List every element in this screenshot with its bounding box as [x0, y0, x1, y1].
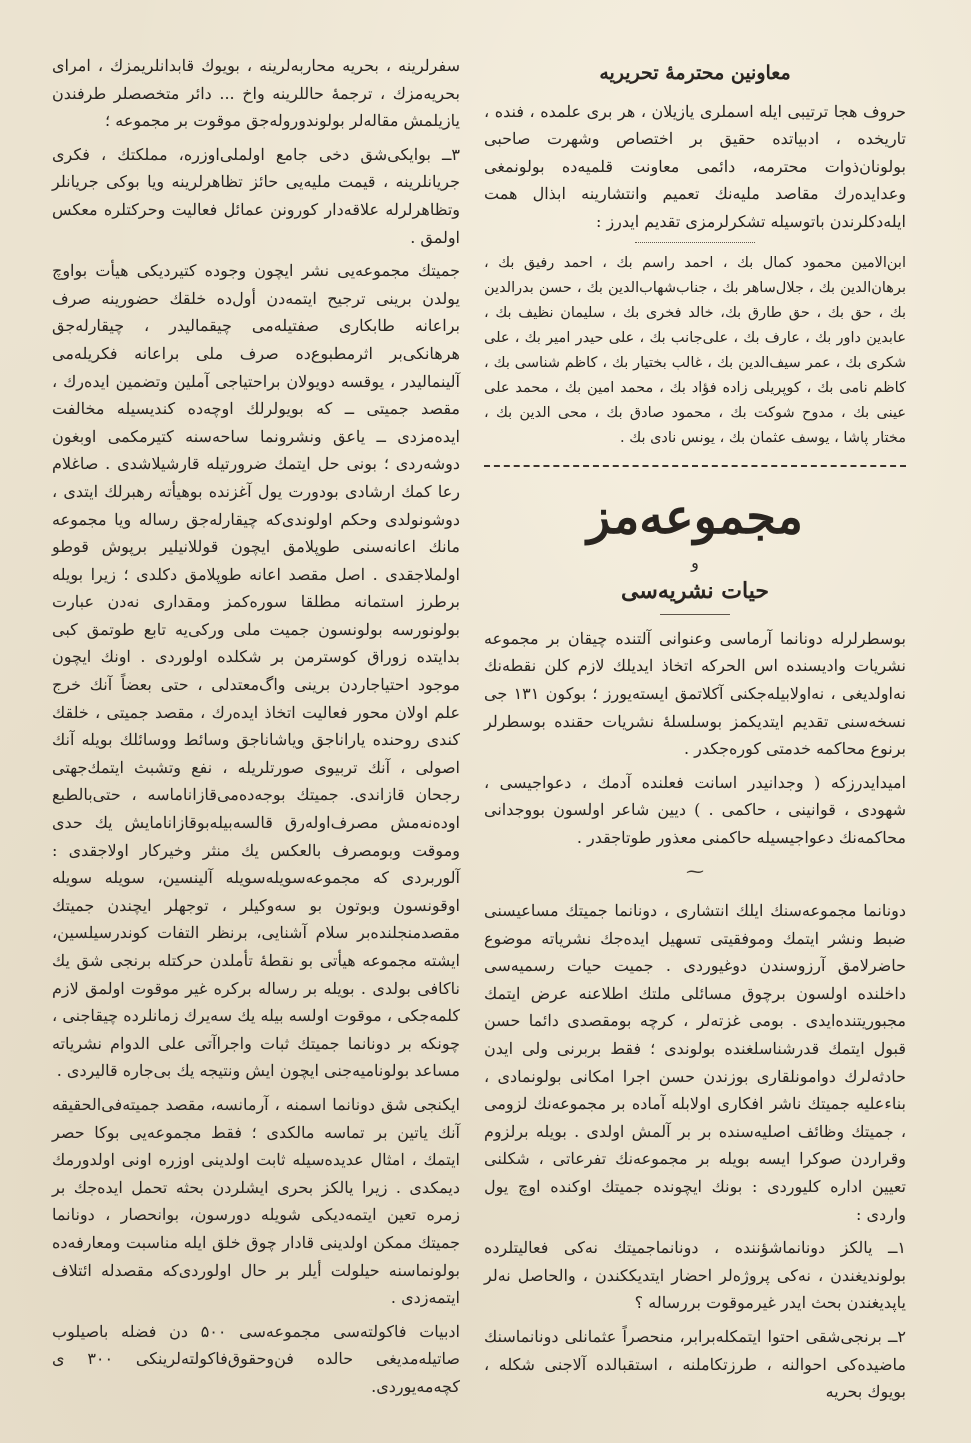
article-paragraph: ۱ــ یالکز دونانماشؤننده ، دونانماجمیتك نه‌کی فعالیتلرده بولوندیغندن ، نه‌کی پروژه‌لر احضار ایتدیککندن ، والحاصل نه‌لر یاپدیغندن بحث ایدر غیرموقوت بررساله ؟: [484, 1238, 906, 1313]
right-column: [484, 60, 906, 1412]
article-title: مجموعه‌مز: [587, 488, 803, 545]
title-connector: و: [691, 552, 699, 572]
article-paragraph: امیدایدرزکه ( وجدانیدر اسانت فعلنده آدمك ، دعواجیسی ، شهودی ، قوانینی ، حاکمی . ) دیین شاعر اولسون بووجدانی محاکمه‌نك دعواجیسیله حاکمنی معذور طوتاجقدر .: [484, 772, 906, 847]
left-paragraph: جمیتك مجموعه‌یی نشر ایچون وجوده کتیردیکی هیأت بواوچ یولدن برینی ترجیح ایتمه‌دن أول‌ده خلقك حضورینه صرف براعانه طابکاری صفتیله‌می چیقمالیدر ، چیقارله‌جق هرهانکی‌بر اثرمطبوع‌ده صرف ملی براعانه فکریله‌می آلینمالیدر ، یوقسه دویولان براحتیاجی آملین وتضمین ایده‌رك ، مقصد جمیتی ــ که بویولرلك اوچه‌ده کندیسیله مخالفت ایده‌مزدی ــ یاعق ونشرونما ساحه‌سنه کتیرمکمی اوبغون دوشه‌ردی ؛ بونی حل ایتمك ضرورتیله قارشیلاشدی . صاغلام رعا کمك ارشادی بودورت یول آغزنده بوهیأته رهبرلك ایتدی ، دوشونولدی وحکم اولوندی‌که چیقارله‌جق رساله ویا مجموعه مانك اعانه‌سنی طوپلامق ایچون قوللانیلیر برپوش قوطو اولملاجقدی . اصل مقصد اعانه طوپلامق دکلدی ؛ زیرا بویله برطرز استمانه مطلقا سوره‌کمز ومقداری نه‌دن عبارت بولونورسه بولونسون جمیت ملی ورکی‌یه تابع طوتمق کبی بدایتده زوراق کوسترمن بر شکلده اولوردی . اونك ایچون موجود احتیاجاردن برینی واگ‌معتدلی ، حتی بعضاً آنك خرج علم اولان محور فعالیت اتخاذ ایده‌رك ، مقصد جمیتی ، خلقك کندی روحنده یارانا‌جق ویاشاناجق وسائط ووسائلك بویله آنك اصولی ، آنك تربیوی صورتلریله ، نفع وتشبث ایتمك‌جهتی رجحان قازاندی. جمیتك بوجه‌ده‌می‌قازاناماسه ، حتی‌بالطبع اوده‌نه‌مش مصرف‌اوله‌رق قالسه‌بیله‌بوقازانامایش یك حدی وموقت وبومصرف بالعکس یك منثر وخیرکار اولاجقدی : آلوربردی که مجموعه‌سو‌یله‌سویله آلینسین، سویله سویله اوقونسون وبوتون بو سه‌وکیلر ، توجهلر ایچندن جمیتك مقصدمنجلنده‌بر سلام آشنایی، برنظر التفات کوندرسیلسین، ایشته مجموعه هیأتی بو نقطهٔ تأملدن حرکتله برنجی شق یك ناکافی بولدی . بویله بر رساله برکره غیر موقوت اولمق لازم کلمه‌جکی ، موقوت اولسه بیله یك سه‌یرك زمانلرده چیقاجنی ، چونکه بر دونانما جمیتك ثبات واجراآتی علی الدوام نشریاته مساعد بولونامیه‌جنی ایچون ایش ونتیجه یك بی‌جاره قالیردی .: [52, 261, 460, 1081]
left-column: [52, 52, 460, 1407]
subtitle-rule: [660, 614, 730, 615]
dotted-rule: [635, 242, 755, 243]
contributors-heading: معاونین محترمهٔ تحریریه: [599, 62, 791, 84]
left-paragraph: سفرلرینه ، بحریه محاربه‌لرینه ، بویوك قابدانلریمزك ، امرای بحریه‌مزك ، ترجمهٔ حاللرینه واخ ... دائر متخصصلر طرفندن یازیلمش مقاله‌لر بولوندوروله‌جق موقوت بر مجموعه ؛: [52, 56, 460, 131]
article-paragraph: دونانما مجموعه‌سنك ایلك انتشاری ، دونانما جمیتك مساعیسنی ضبط ونشر ایتمك وموفقیتی تسهیل ایده‌جك نشریاته موضوع حاضرلامق آرزوسندن دوغیوردی . جمیت حیات رسمیه‌سی داخلنده اولسون برچوق مسائلی ملتك اطلاعنه عرض ایتمك مجبوریتنده‌ایدی . بومی غزته‌لر ، کرچه بومقصدی دائما حسن قبول ایتمك قدرشناسلغنده بولوندی ؛ فقط بربرنی ولی ایدن حادثه‌لرك دوامونلقاری بوزندن حسن اجرا امکانی بولونمادی ، بناءعلیه جمیتك ناشر افکاری اولابله آماده بر مجموعه‌نك لزومی ، جمیتك وظائف اصلیه‌سنده بر بر آلمش اولدی . بویله برلزوم وقراردن صوکرا ایسه بویله بر مجموعه‌نك تفرعاتی ، شکلنی تعیین اداره کلیوردی : بونك ایچونده جمیتك اوکنده اوچ یول واردی :: [484, 901, 907, 1224]
ornament-divider: ⁓: [686, 860, 704, 882]
contributors-intro: حروف هجا ترتیبی ایله اسملری یازیلان ، هر بری علمده ، فنده ، تاریخده ، ادبیاتده حقیق بر اختصاص وشهرت صاحبی بولونان‌ذوات محترمه، دائمی معاونت قلمیه‌ده بولونمغی وعدایده‌رك مقاصد ملیه‌نك تعمیم وانتشارینه ابذال همت ایله‌دکلرندن باتوسیله تشکرلرمزی تقدیم ایدرز :: [484, 101, 906, 231]
section-separator: [484, 465, 906, 467]
left-paragraph: ایکنجی شق دونانما اسمنه ، آرمانسه، مقصد جمیته‌فی‌الحقیقه آنك یاتین بر تماسه مالکدی ؛ فقط مجموعه‌یی بوکا حصر ایتمك ، امثال عدیده‌سیله ثابت اولدینی اوزره اونی اولدورمك دیمکدی . زیرا یالکز بحری ایشلردن بحثه تحمل ایده‌جك بر زمره تعین ایتمه‌دیکی شویله دورسون، بوانحصار ، دونانما جمیتك ممکن اولدینی قادار چوق خلق ایله مناسبت ومعارفه‌ده بولونماسنه حیلولت أیلر بر حال اولوردی‌که مقصدله ائتلاف ایتمه‌زدی .: [52, 1094, 461, 1308]
article-paragraph: بوسطرلرله دونانما آرماسی وعنوانی آلتنده چیقان بر مجموعه‌ نشریات وادیسنده اس الحرکه اتخاذ ایدیلك لازم کلن نقطه‌نك نه‌اولدیغی ، نه‌اولابیله‌جکنی آکلاتمق ایسته‌یورز ؛ بوکون ۱۳۱ جی نسخه‌سنی تقدیم ایتدیکمز بوسلسلهٔ نشریات حقنده بوسطرلر برنوع محاکمه خدمتی کوره‌جکدر .: [484, 628, 907, 759]
left-paragraph: ادبیات فاکولته‌سی مجموعه‌سی ۵۰۰ دن فضله باصیلوب صاتیله‌مدیغی حالده فن‌وحقوق‌فاکولته‌لرینکی ۳۰۰ ی کچه‌مه‌یوردی.: [52, 1321, 461, 1396]
article-paragraph: ۲ــ برنجی‌شقی احتوا ایتمکله‌برابر، منحصراً عثمانلی دونانماسنك ماضیده‌کی احوالنه ، طرزتکاملنه ، استقبالده آلاجنی شکله ، بویوك بحریه: [484, 1327, 906, 1402]
article-subtitle: حیات نشریه‌سی: [621, 578, 769, 605]
contributors-list: ابن‌الامین محمود کمال بك ، احمد راسم بك ، احمد رفیق بك ، برهان‌الدین بك ، جلال‌ساهر بك ، جناب‌شهاب‌الدین بك ، حسن بدرالدین بك ، حق بك ، حق طارق بك، خالد فخری بك ، سلیمان نظیف بك ، عابدین داور بك ، عارف بك ، علی‌جانب بك ، علی حیدر امیر بك ، علی شکری بك ، عمر سیف‌الدین بك ، غالب بختیار بك ، کاظم شناسی بك ، کاظم نامی بك ، کوپریلی زاده فؤاد بك ، محمد امین بك ، محمد علی عینی بك ، مدوح شوکت بك ، محمود صادق بك ، محی الدین بك ، مختار پاشا ، یوسف عثمان بك ، یونس نادی بك .: [484, 254, 906, 446]
left-paragraph: ۳ــ بوایکی‌شق دخی جامع اولملی‌اوزره، مملکتك ، فکری جریانلرینه ، قیمت ملیه‌یی حائز تظاهرلرینه ویا بوکی جریانلر وتظاهرلرله علاقه‌دار کورونن عمائل فعالیت وحرکتلره معکس اولمق .: [52, 144, 460, 247]
